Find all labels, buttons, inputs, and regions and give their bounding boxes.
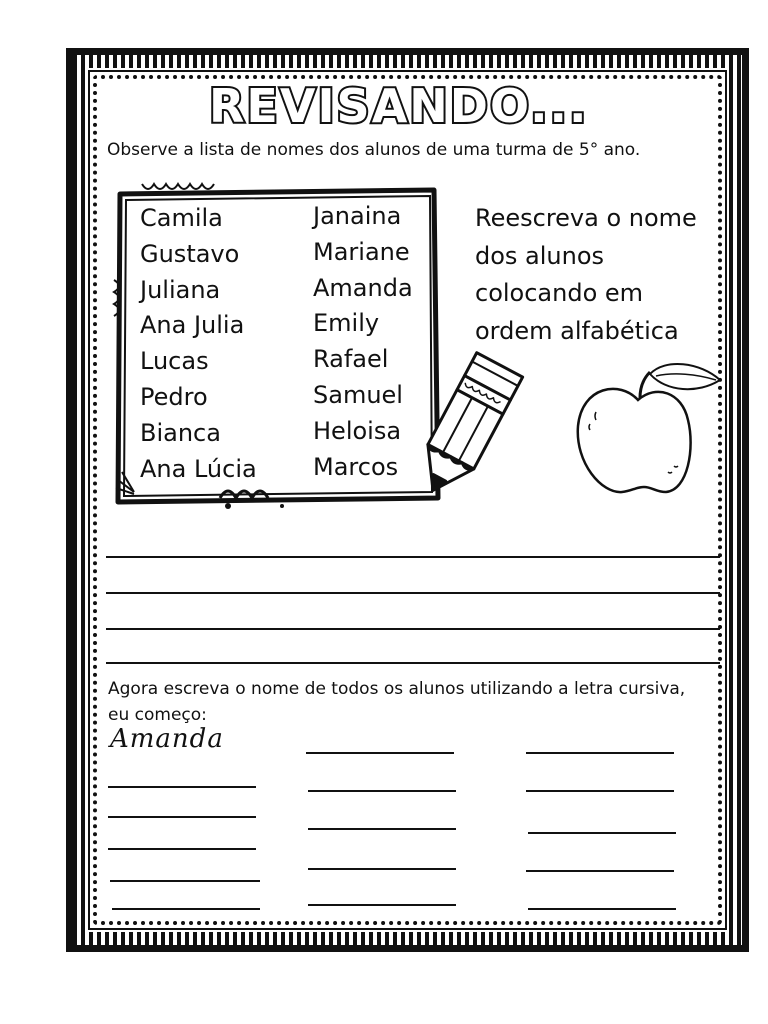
student-name: Lucas [140,347,209,376]
student-name: Pedro [140,382,208,411]
answer-line[interactable] [528,908,676,910]
answer-line[interactable] [526,790,674,792]
student-name: Rafael [313,345,389,374]
answer-line[interactable] [108,786,256,788]
answer-line[interactable] [308,904,456,906]
answer-line[interactable] [308,868,456,870]
writing-line[interactable] [106,628,720,630]
student-name: Samuel [313,380,403,409]
apple-icon [570,358,725,498]
answer-line[interactable] [110,880,260,882]
writing-line[interactable] [106,662,720,664]
cursive-instruction [108,676,708,728]
names-left-column [140,201,257,487]
student-name: Juliana [140,275,221,304]
student-name: Ana Lúcia [140,454,257,483]
cursive-example-name: Amanda [110,724,224,754]
answer-line[interactable] [528,832,676,834]
student-name: Heloisa [313,416,402,445]
writing-line[interactable] [106,556,720,558]
instruction-line: Reescreva o nome [475,204,697,232]
student-name: Marcos [313,452,399,481]
answer-line[interactable] [526,870,674,872]
pencil-icon [400,348,530,508]
answer-line[interactable] [108,848,256,850]
student-name: Bianca [140,418,221,447]
instruction-line: ordem alfabética [475,316,679,345]
answer-line[interactable] [306,752,454,754]
title-text: REVISANDO... [209,79,589,132]
instruction-line: colocando em [475,279,644,307]
intro-text: Observe a lista de nomes dos alunos de uma turma de 5° ano. [107,140,641,160]
student-name: Amanda [313,273,413,302]
worksheet-title [205,76,625,132]
cursive-instruction-line: Agora escreva o nome de todos os alunos utilizando a letra cursiva, [108,679,686,699]
answer-line[interactable] [526,752,674,754]
alphabetical-instruction [475,200,725,350]
instruction-line: dos alunos [475,241,605,270]
student-name: Ana Julia [140,311,245,340]
student-name: Gustavo [140,239,240,268]
answer-line[interactable] [308,828,456,830]
cursive-instruction-line: eu começo: [108,705,207,725]
student-name: Janaina [313,202,402,230]
answer-line[interactable] [108,816,256,818]
student-name: Camila [140,204,223,232]
writing-line[interactable] [106,592,720,594]
answer-line[interactable] [112,908,260,910]
student-name: Mariane [313,237,410,266]
names-right-column [313,199,413,485]
student-name: Emily [313,309,380,338]
answer-line[interactable] [308,790,456,792]
